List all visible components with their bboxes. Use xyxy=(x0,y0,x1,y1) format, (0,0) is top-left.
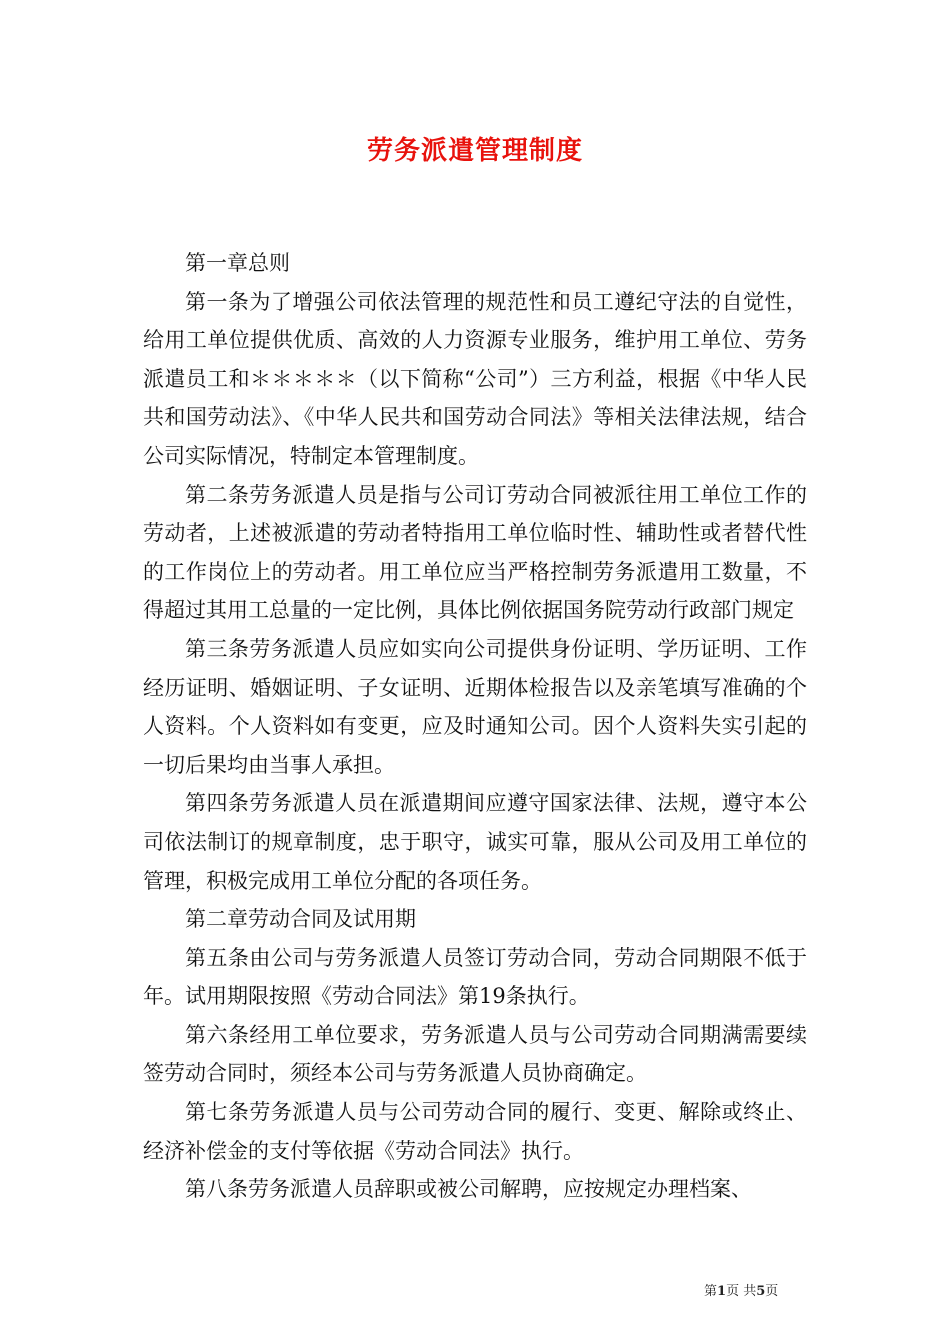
chapter-heading: 第一章总则 xyxy=(185,251,290,275)
article-paragraph: 第五条由公司与劳务派遣人员签订劳动合同，劳动合同期限不低于年。试用期限按照《劳动合同法》第19条执行。 xyxy=(143,945,807,1009)
total-pages-number: 5 xyxy=(756,1284,766,1299)
chapter-heading: 第二章劳动合同及试用期 xyxy=(185,907,416,932)
document-title: 劳务派遣管理制度 xyxy=(366,136,583,166)
current-page-number: 1 xyxy=(717,1284,727,1299)
footer-middle: 页 共 xyxy=(726,1284,757,1299)
article-paragraph: 第六条经用工单位要求，劳务派遣人员与公司劳动合同期满需要续签劳动合同时，须经本公司与劳务派遣人员协商确定。 xyxy=(143,1022,807,1086)
page-number-footer xyxy=(704,1280,778,1299)
article-paragraph: 第二条劳务派遣人员是指与公司订劳动合同被派往用工单位工作的劳动者，上述被派遣的劳动者特指用工单位临时性、辅助性或者替代性的工作岗位上的劳动者。用工单位应当严格控制劳务派遣用工数量，不得超过其用工总量的一定比例，具体比例依据国务院劳动行政部门规定 xyxy=(143,482,807,623)
footer-prefix: 第 xyxy=(704,1284,718,1299)
footer-suffix: 页 xyxy=(765,1284,779,1299)
article-paragraph: 第三条劳务派遣人员应如实向公司提供身份证明、学历证明、工作经历证明、婚姻证明、子女证明、近期体检报告以及亲笔填写准确的个人资料。个人资料如有变更，应及时通知公司。因个人资料失实引起的一切后果均由当事人承担。 xyxy=(143,636,807,777)
article-paragraph: 第一条为了增强公司依法管理的规范性和员工遵纪守法的自觉性，给用工单位提供优质、高效的人力资源专业服务，维护用工单位、劳务派遣员工和＊＊＊＊＊（以下简称“公司”）三方利益，根据《中华人民共和国劳动法》、《中华人民共和国劳动合同法》等相关法律法规，结合公司实际情况，特制定本管理制度。 xyxy=(143,289,807,468)
document-body xyxy=(143,244,807,1209)
article-paragraph: 第八条劳务派遣人员辞职或被公司解聘，应按规定办理档案、 xyxy=(185,1177,752,1202)
article-paragraph: 第七条劳务派遣人员与公司劳动合同的履行、变更、解除或终止、经济补偿金的支付等依据《劳动合同法》执行。 xyxy=(143,1100,807,1163)
article-paragraph: 第四条劳务派遣人员在派遣期间应遵守国家法律、法规，遵守本公司依法制订的规章制度，忠于职守，诚实可靠，服从公司及用工单位的管理，积极完成用工单位分配的各项任务。 xyxy=(143,791,807,893)
